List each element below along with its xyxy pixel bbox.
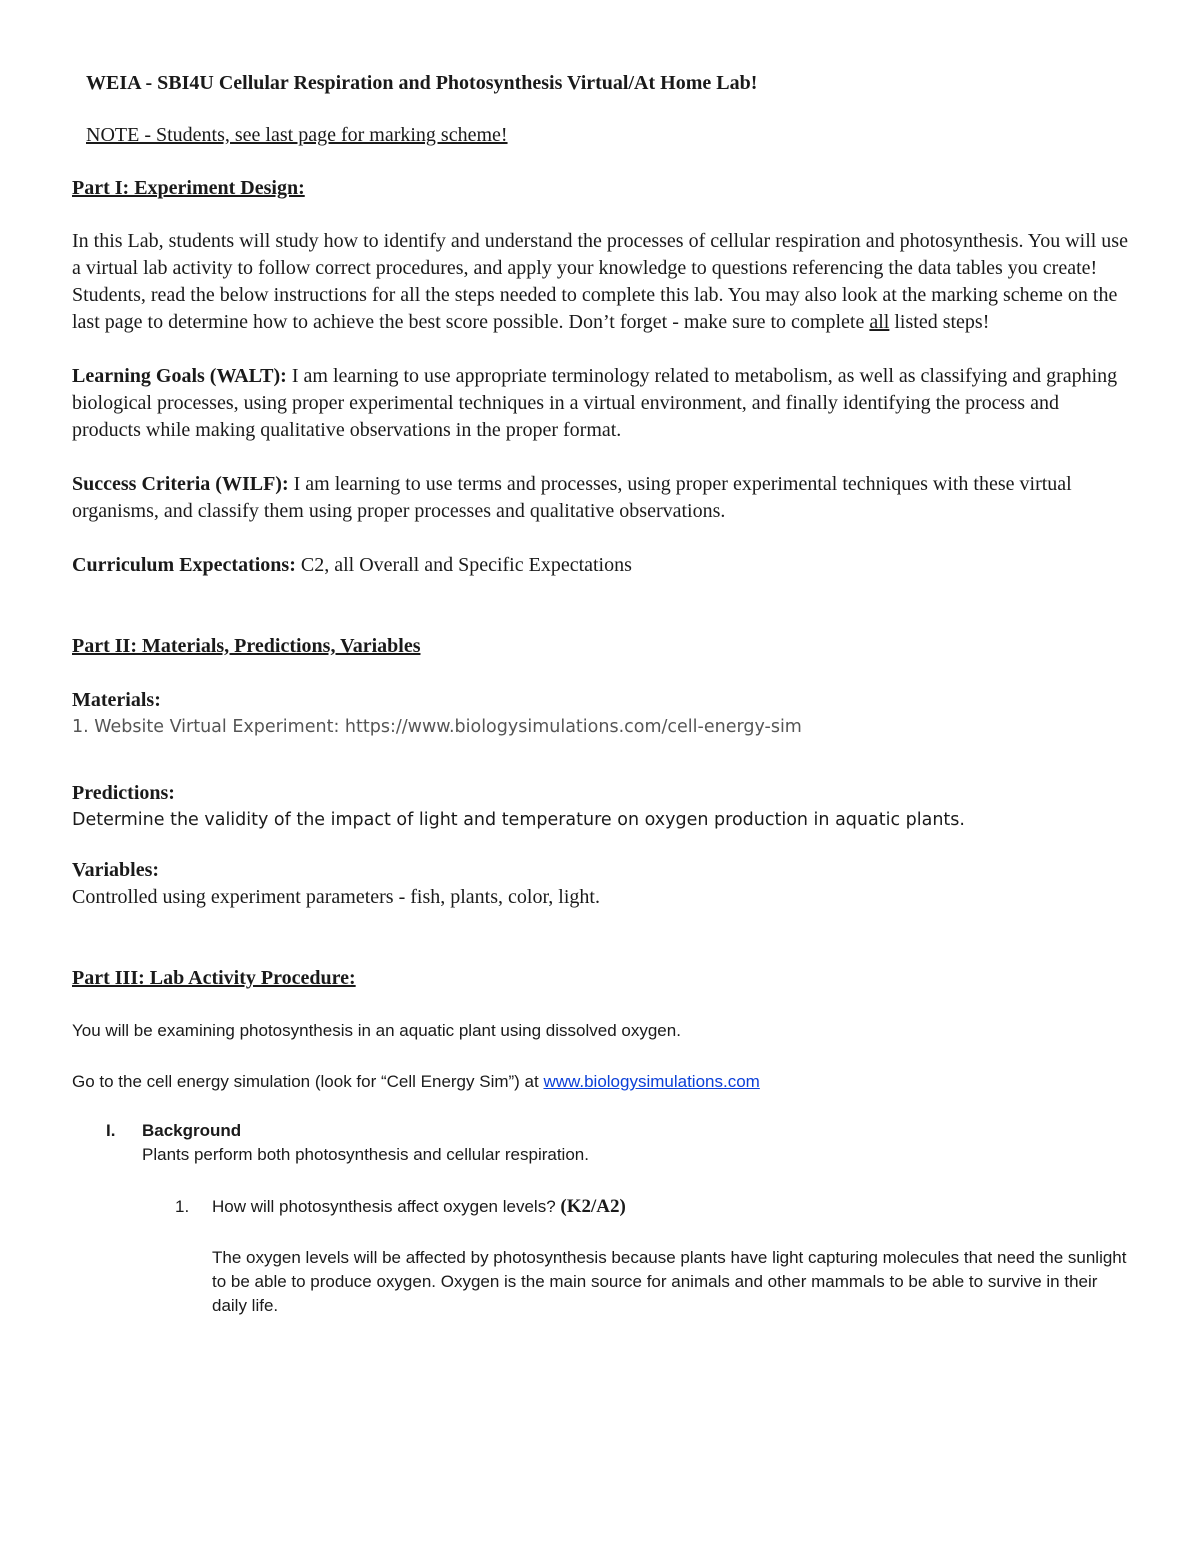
part-2-heading: Part II: Materials, Predictions, Variables — [72, 635, 421, 657]
question-1-marker: 1. — [175, 1197, 190, 1216]
curriculum-label: Curriculum Expectations: — [72, 554, 296, 576]
intro-paragraph: In this Lab, students will study how to identify and understand the processes of cellular respiration and photosynthesis. You will use a virtual lab activity to follow correct procedures, and apply your knowledge to questions referencing the data tables you create! — [72, 230, 1128, 279]
biologysimulations-link[interactable]: www.biologysimulations.com — [543, 1072, 760, 1091]
document-page — [72, 70, 1132, 1318]
materials-block — [72, 687, 1132, 740]
curriculum-text: C2, all Overall and Specific Expectations — [295, 554, 632, 576]
goto-instruction — [72, 1070, 1132, 1094]
instructions-text-b: listed steps! — [889, 311, 990, 333]
instructions-all-emphasis: all — [869, 311, 890, 333]
success-criteria-text: I am learning to use terms and processes, using proper experimental techniques with these virtual organisms, and classify them using proper processes and qualitative observations. — [72, 473, 1072, 522]
part-1-intro — [72, 228, 1132, 336]
background-section — [72, 1119, 1132, 1167]
marking-scheme-note: NOTE - Students, see last page for marking scheme! — [86, 124, 508, 146]
section-text: Plants perform both photosynthesis and cellular respiration. — [142, 1145, 589, 1164]
section-marker: I. — [106, 1121, 116, 1140]
section-body — [142, 1119, 1132, 1167]
curriculum-expectations — [72, 552, 1132, 579]
question-1-answer: The oxygen levels will be affected by photosynthesis because plants have light capturing molecules that need the sunlight to be able to produce oxygen. Oxygen is the main source for animals and other mammals to be able to survive in their daily life. — [212, 1248, 1127, 1315]
materials-label: Materials: — [72, 689, 161, 711]
predictions-label: Predictions: — [72, 782, 175, 804]
predictions-block — [72, 780, 1132, 833]
instructions-text-a: Students, read the below instructions for all the steps needed to complete this lab. You may also look at the marking scheme on the last page to determine how to achieve the best score possible. Don’t forget - make sure to complete — [72, 284, 1118, 333]
question-1 — [175, 1195, 1132, 1219]
success-criteria — [72, 471, 1132, 525]
variables-label: Variables: — [72, 859, 160, 881]
document-title: WEIA - SBI4U Cellular Respiration and Photosynthesis Virtual/At Home Lab! — [86, 72, 758, 94]
question-1-prompt — [212, 1195, 1132, 1219]
part-3-heading: Part III: Lab Activity Procedure: — [72, 967, 356, 989]
learning-goals — [72, 363, 1132, 444]
instructions-paragraph — [72, 282, 1132, 336]
predictions-text: Determine the validity of the impact of light and temperature on oxygen production in aquatic plants. — [72, 810, 965, 830]
question-1-text: How will photosynthesis affect oxygen levels? — [212, 1197, 561, 1216]
learning-goals-text: I am learning to use appropriate terminology related to metabolism, as well as classifying and graphing biological processes, using proper experimental techniques in a virtual environment, and finally identifying the process and products while making qualitative observations in the proper format. — [72, 365, 1118, 441]
goto-text: Go to the cell energy simulation (look for “Cell Energy Sim”) at — [72, 1072, 544, 1091]
learning-goals-label: Learning Goals (WALT): — [72, 365, 287, 387]
variables-block — [72, 857, 1132, 911]
part-1-heading: Part I: Experiment Design: — [72, 177, 305, 199]
materials-text: 1. Website Virtual Experiment: https://www.biologysimulations.com/cell-energy-sim — [72, 717, 802, 737]
variables-text: Controlled using experiment parameters - fish, plants, color, light. — [72, 886, 600, 908]
success-criteria-label: Success Criteria (WILF): — [72, 473, 289, 495]
examining-text: You will be examining photosynthesis in an aquatic plant using dissolved oxygen. — [72, 1021, 681, 1040]
section-title: Background — [142, 1121, 242, 1140]
question-1-marks: (K2/A2) — [560, 1196, 626, 1217]
